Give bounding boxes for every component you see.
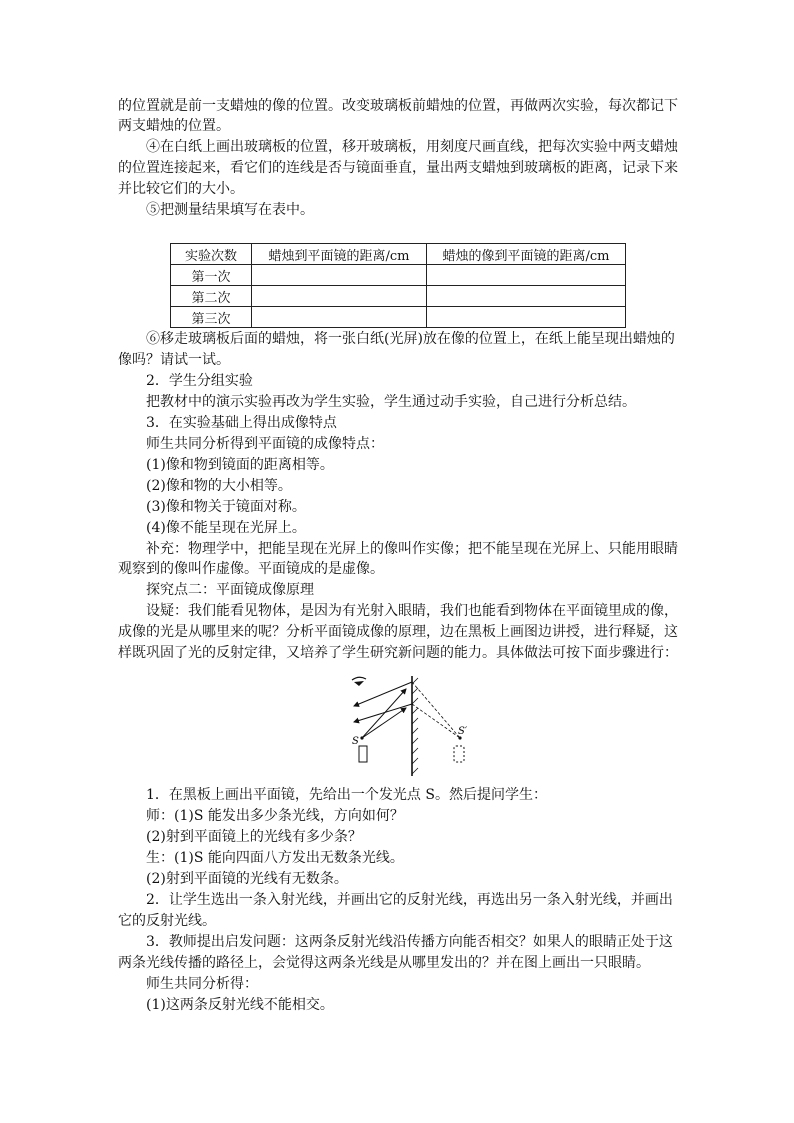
- reflected-ray: [354, 682, 412, 706]
- label-s: S: [352, 736, 359, 747]
- text-line: 生：(1)S 能向四面八方发出无数条光线。: [146, 850, 404, 866]
- text-line: 师生共同分析得：: [146, 976, 258, 992]
- text-line: ⑥移走玻璃板后面的蜡烛，将一张白纸(光屏)放在像的位置上，在纸上能呈现出蜡烛的: [146, 331, 675, 347]
- text-line: (2)像和物的大小相等。: [146, 478, 292, 494]
- text-line: 1．在黑板上画出平面镜，先给出一个发光点 S。然后提问学生：: [146, 787, 547, 803]
- table-header-cell: 蜡烛到平面镜的距离/cm: [252, 244, 427, 265]
- text-line: 样既巩固了光的反射定律，又培养了学生研究新问题的能力。具体做法可按下面步骤进行：: [118, 645, 678, 661]
- text-line: 两支蜡烛的位置。: [118, 118, 230, 134]
- text-line: 2．学生分组实验: [146, 373, 253, 389]
- table-header-row: [171, 244, 626, 265]
- text-line: ⑤把测量结果填写在表中。: [146, 202, 314, 218]
- text-line: (1)这两条反射光线不能相交。: [146, 997, 334, 1013]
- table-cell: [252, 307, 427, 328]
- mirror-hatching: [412, 678, 418, 774]
- measurement-table: [170, 243, 626, 328]
- text-line: 两条光线传播的路径上，会觉得这两条光线是从哪里发出的？并在图上画出一只眼睛。: [118, 955, 650, 971]
- table-cell: 第一次: [171, 265, 252, 286]
- text-line: 的位置连接起来，看它们的连线是否与镜面垂直，量出两支蜡烛到玻璃板的距离，记录下来: [118, 160, 678, 176]
- table-row: [171, 286, 626, 307]
- table-row: [171, 265, 626, 286]
- table-cell: 第三次: [171, 307, 252, 328]
- table-row: [171, 307, 626, 328]
- virtual-ray-extension: [412, 682, 460, 738]
- virtual-ray-extension: [412, 704, 460, 738]
- table-header-cell: 蜡烛的像到平面镜的距离/cm: [427, 244, 626, 265]
- candle-icon: [359, 746, 367, 762]
- text-line: 3．教师提出启发问题：这两条反射光线沿传播方向能否相交？如果人的眼睛正处于这: [146, 934, 673, 950]
- table-cell: [427, 265, 626, 286]
- table-header-cell: 实验次数: [171, 244, 252, 265]
- incident-ray: [362, 689, 406, 738]
- text-line: 观察到的像叫作虚像。平面镜成的是虚像。: [118, 561, 384, 577]
- table-cell: [427, 307, 626, 328]
- table-cell: [252, 286, 427, 307]
- text-line: 2．让学生选出一条入射光线，并画出它的反射光线，再选出另一条入射光线，并画出: [146, 892, 673, 908]
- text-line: 把教材中的演示实验再改为学生实验，学生通过动手实验，自己进行分析总结。: [146, 394, 636, 410]
- text-line: 师生共同分析得到平面镜的成像特点：: [146, 436, 384, 452]
- text-line: 并比较它们的大小。: [118, 181, 244, 197]
- reflected-ray: [354, 704, 412, 722]
- text-line: 的位置就是前一支蜡烛的像的位置。改变玻璃板前蜡烛的位置，再做两次实验，每次都记下: [118, 98, 678, 114]
- text-line: (1)像和物到镜面的距离相等。: [146, 457, 334, 473]
- text-line: 设疑：我们能看见物体，是因为有光射入眼睛，我们也能看到物体在平面镜里成的像，: [146, 603, 678, 619]
- point-source-s: [360, 736, 363, 739]
- text-line: 师：(1)S 能发出多少条光线，方向如何？: [146, 808, 404, 824]
- text-line: (2)射到平面镜上的光线有多少条？: [146, 829, 362, 845]
- plane-mirror-diagram: [340, 666, 470, 778]
- text-line: 像吗？请试一试。: [118, 352, 230, 368]
- text-line: 3．在实验基础上得出成像特点: [146, 415, 337, 431]
- eye-icon: [352, 677, 366, 686]
- text-line: ④在白纸上画出玻璃板的位置，移开玻璃板，用刻度尺画直线，把每次实验中两支蜡烛: [146, 139, 678, 155]
- table-cell: [427, 286, 626, 307]
- text-line: 它的反射光线。: [118, 913, 216, 929]
- text-line: (4)像不能呈现在光屏上。: [146, 520, 306, 536]
- text-line: (3)像和物关于镜面对称。: [146, 499, 306, 515]
- text-line: 探究点二：平面镜成像原理: [146, 582, 314, 598]
- text-line: 补充：物理学中，把能呈现在光屏上的像叫作实像；把不能呈现在光屏上、只能用眼睛: [146, 541, 678, 557]
- label-s-prime: S′: [458, 726, 468, 737]
- text-line: (2)射到平面镜的光线有无数条。: [146, 871, 348, 887]
- table-cell: 第二次: [171, 286, 252, 307]
- virtual-candle-icon: [454, 746, 464, 762]
- text-line: 成像的光是从哪里来的呢？分析平面镜成像的原理，边在黑板上画图边讲授，进行释疑，这: [118, 624, 678, 640]
- table-cell: [252, 265, 427, 286]
